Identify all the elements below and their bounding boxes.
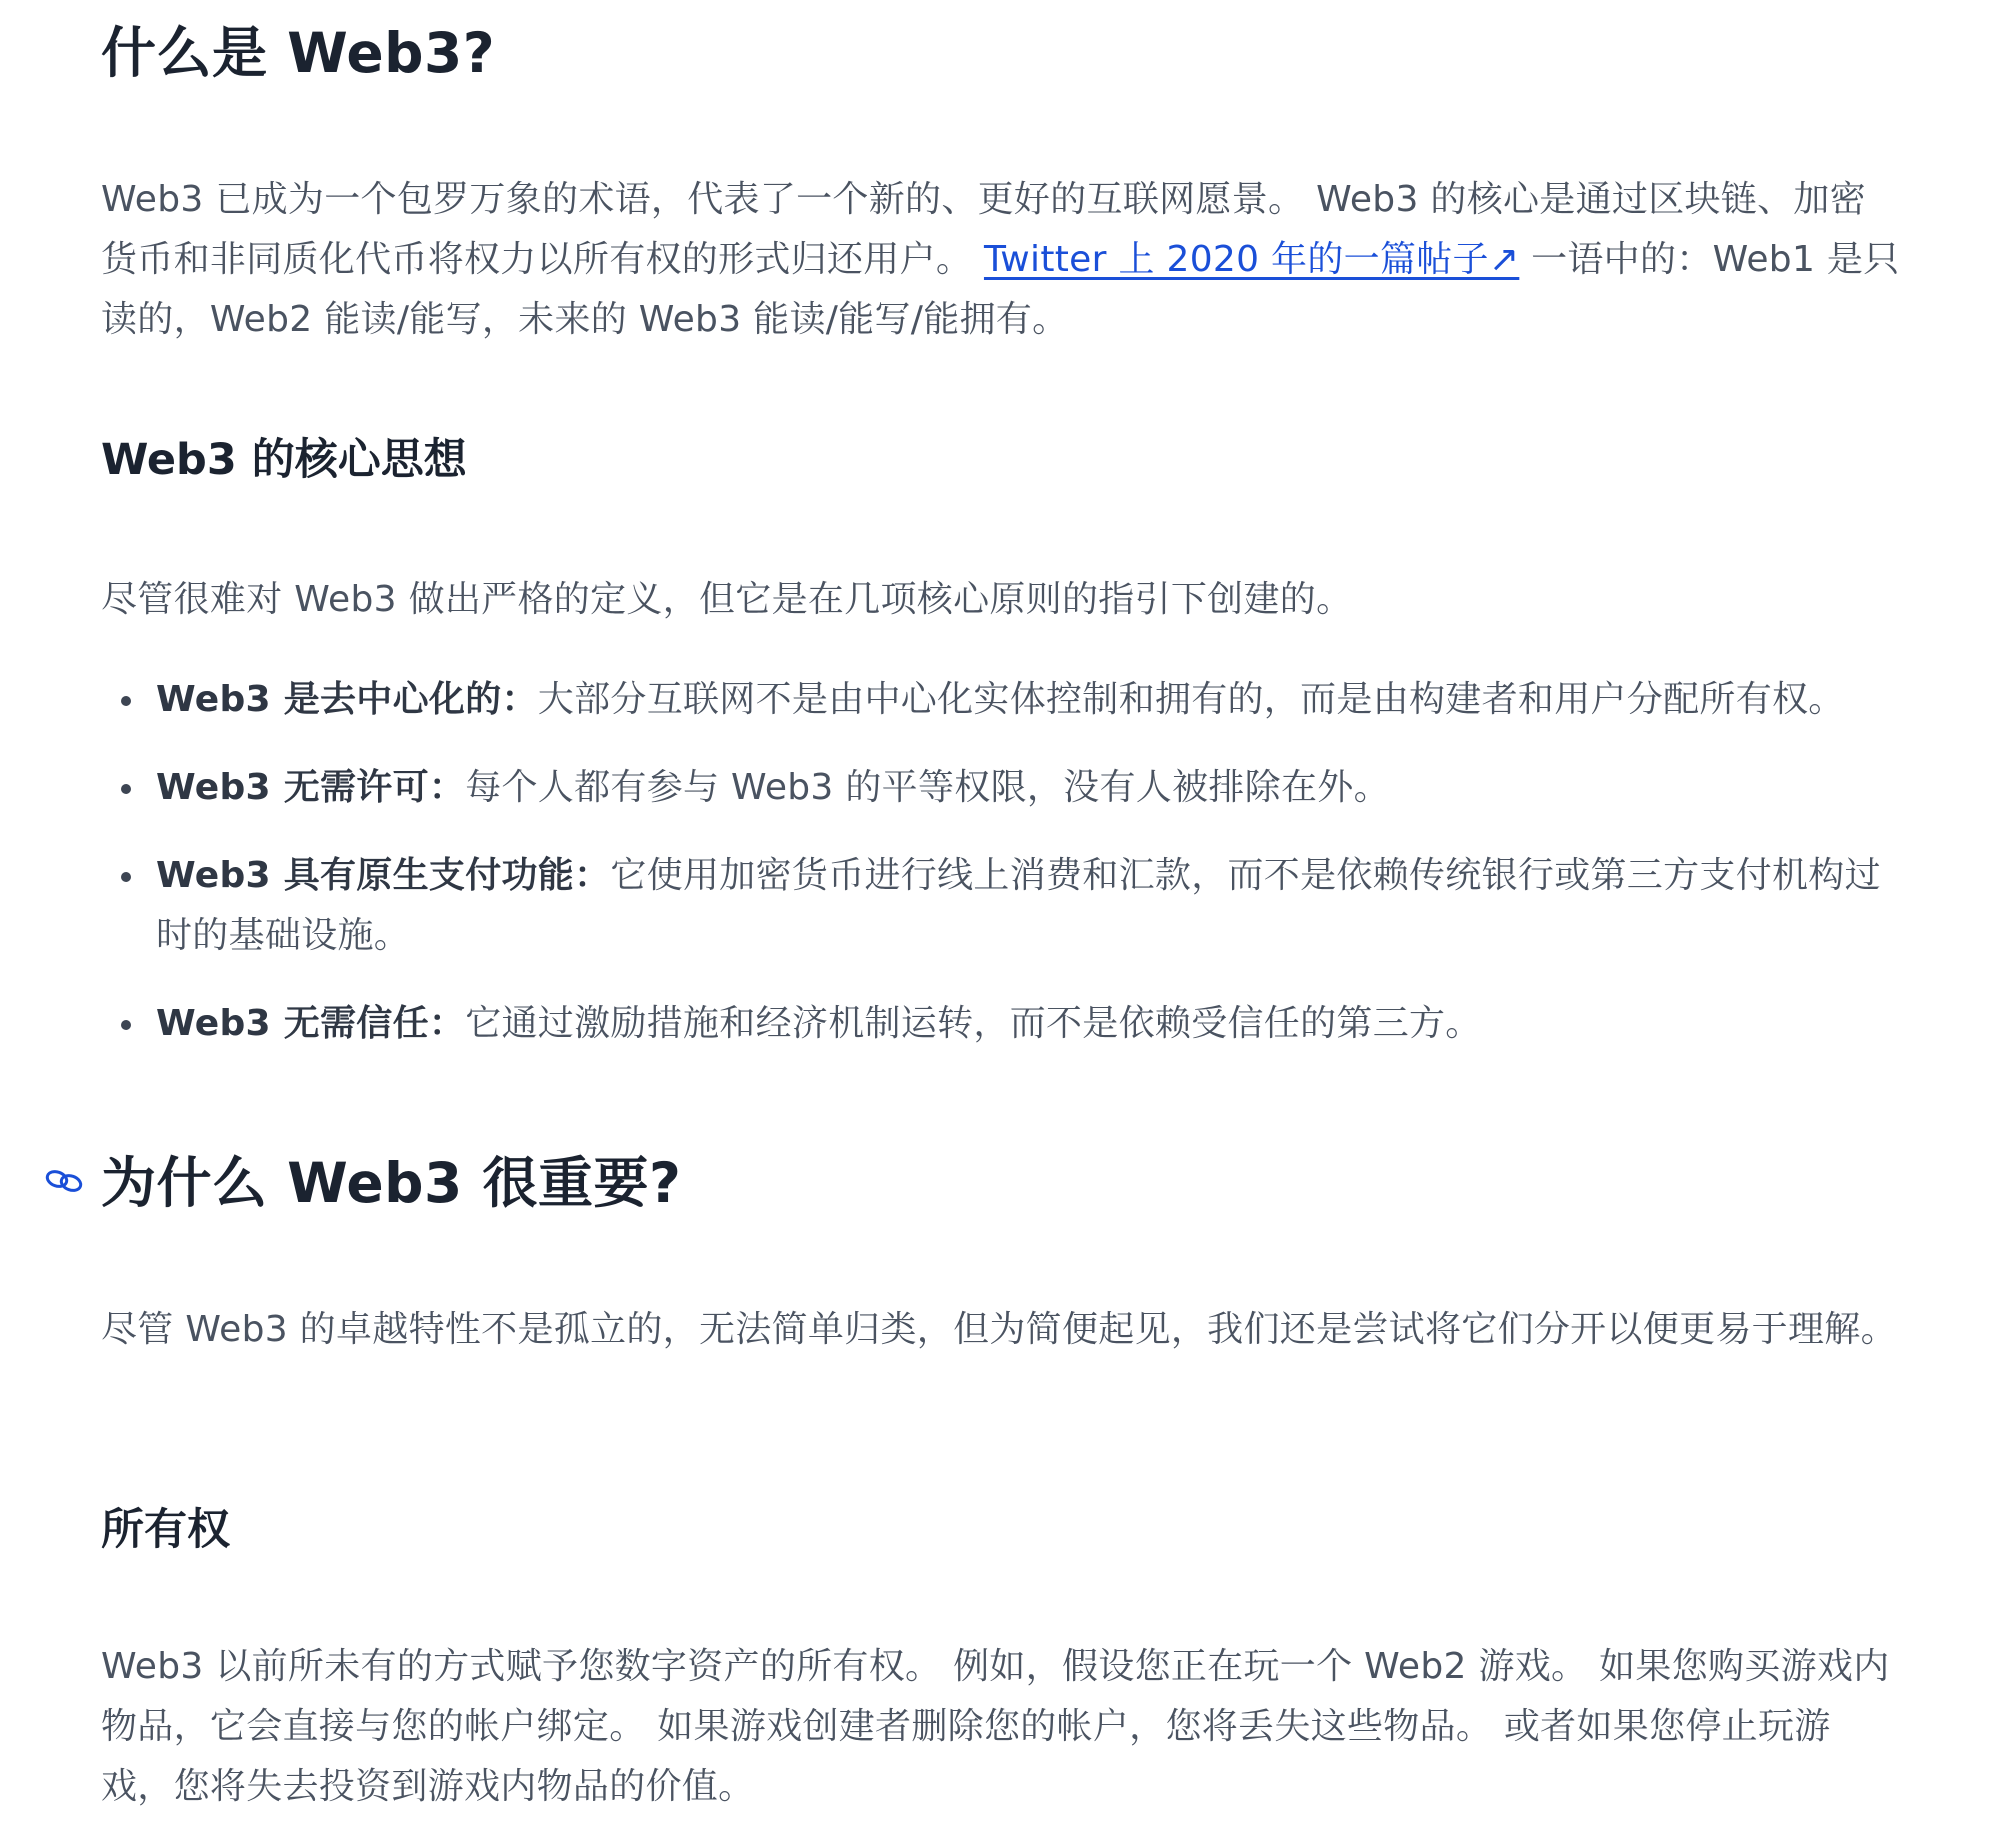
bullet-dot (121, 696, 131, 706)
ownership-paragraph: Web3 以前所未有的方式赋予您数字资产的所有权。 例如，假设您正在玩一个 Web2 游戏。 如果您购买游戏内物品，它会直接与您的帐户绑定。 如果游戏创建者删除您的帐户，您将丢失这些物品。 或者如果您停止玩游戏，您将失去投资到游戏内物品的价值。 (101, 1646, 1890, 1807)
bullet-label: Web3 是去中心化的： (156, 679, 538, 720)
bullet-dot (121, 1020, 131, 1030)
bullet-text: 它通过激励措施和经济机制运转，而不是依赖受信任的第三方。 (465, 1003, 1482, 1044)
twitter-post-link[interactable]: Twitter 上 2020 年的一篇帖子↗ (983, 239, 1520, 280)
bullet-text: 它使用加密货币进行线上消费和汇款，而不是依赖传统银行或第三方支付机构过时的基础设施。 (156, 855, 1881, 956)
bullet-text: 大部分互联网不是由中心化实体控制和拥有的，而是由构建者和用户分配所有权。 (537, 679, 1845, 720)
heading-why-web3-matters: 为什么 Web3 很重要? (101, 1151, 682, 1215)
why-intro-paragraph: 尽管 Web3 的卓越特性不是孤立的，无法简单归类，但为简便起见，我们还是尝试将它们分开以便更易于理解。 (101, 1309, 1897, 1350)
bullet-label: Web3 无需许可： (156, 767, 466, 808)
heading-ownership: 所有权 (101, 1505, 230, 1555)
bullet-label: Web3 无需信任： (156, 1003, 466, 1044)
bullet-label: Web3 具有原生支付功能： (156, 855, 611, 896)
core-ideas-list (101, 670, 1901, 1054)
intro-text-before: Web3 已成为一个包罗万象的术语，代表了一个新的、更好的互联网愿景。 Web3 的核心是通过区块链、加密货币和非同质化代币将权力以所有权的形式归还用户。 (101, 179, 1867, 280)
intro-text-after: 一语中的：Web1 是只读的，Web2 能读/能写，未来的 Web3 能读/能写/能拥有。 (101, 239, 1900, 340)
list-item (101, 758, 1901, 818)
bullet-text: 每个人都有参与 Web3 的平等权限，没有人被排除在外。 (465, 767, 1390, 808)
bullet-dot (121, 872, 131, 882)
list-item (101, 670, 1901, 730)
list-item (101, 846, 1901, 966)
intro-paragraph (101, 170, 1901, 350)
bullet-dot (121, 784, 131, 794)
core-ideas-intro: 尽管很难对 Web3 做出严格的定义，但它是在几项核心原则的指引下创建的。 (101, 579, 1353, 620)
heading-what-is-web3: 什么是 Web3? (101, 21, 496, 85)
heading-core-ideas: Web3 的核心思想 (101, 435, 467, 485)
list-item (101, 994, 1901, 1054)
link-chain-icon[interactable] (44, 1164, 84, 1198)
